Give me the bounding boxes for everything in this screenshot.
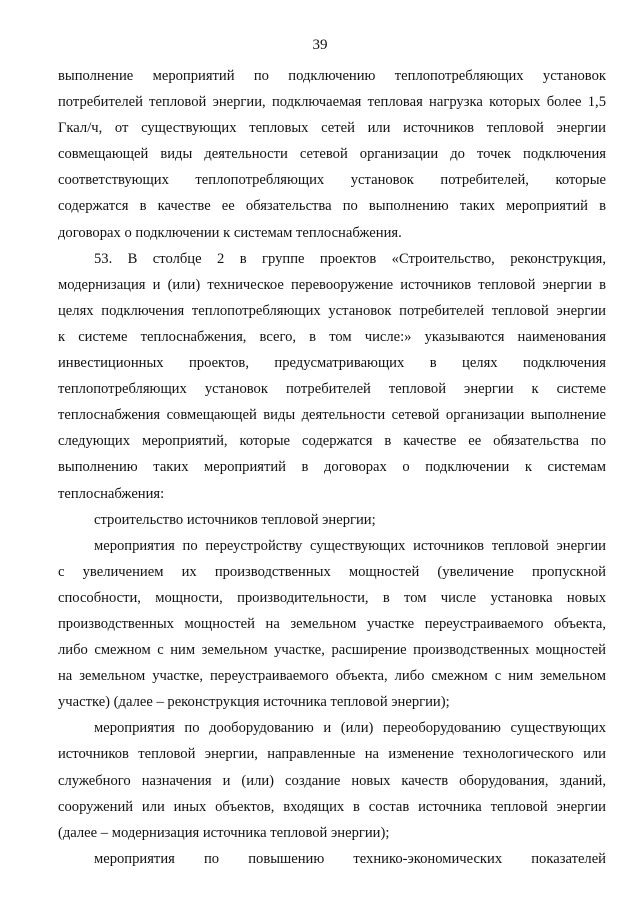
text-line: строительство источников тепловой энергии; xyxy=(94,511,376,528)
text-line: теплопотребляющих установок потребителей тепловой энергии к системе xyxy=(58,381,606,398)
text-line: следующих мероприятий, которые содержатся в качестве ее обязательства по xyxy=(58,433,606,450)
text-line: 53. В столбце 2 в группе проектов «Строительство, реконструкция, xyxy=(94,250,606,267)
text-line: соответствующих теплопотребляющих установок потребителей, которые xyxy=(58,172,606,189)
document-body xyxy=(58,63,606,872)
text-line: инвестиционных проектов, предусматривающих в целях подключения xyxy=(58,355,606,372)
text-line: способности, мощности, производительности, в том числе установка новых xyxy=(58,589,606,606)
text-line: теплоснабжения совмещающей виды деятельности сетевой организации выполнение xyxy=(58,407,606,424)
text-line: договорах о подключении к системам теплоснабжения. xyxy=(58,224,402,241)
text-line: производственных мощностей на земельном участке переустраиваемого объекта, xyxy=(58,615,606,632)
text-line: (далее – модернизация источника тепловой энергии); xyxy=(58,824,390,841)
text-line: потребителей тепловой энергии, подключаемая тепловая нагрузка которых более 1,5 xyxy=(58,94,606,111)
text-line: содержатся в качестве ее обязательства по выполнению таких мероприятий в xyxy=(58,198,606,215)
text-line: мероприятия по повышению технико-экономических показателей xyxy=(94,850,606,867)
text-line: на земельном участке, переустраиваемого объекта, либо смежном с ним земельном xyxy=(58,668,606,685)
text-line: сооружений или иных объектов, входящих в состав источника тепловой энергии xyxy=(58,798,606,815)
page-number: 39 xyxy=(312,37,328,53)
text-line: целях подключения теплопотребляющих установок потребителей тепловой энергии xyxy=(58,302,606,319)
text-line: либо смежном с ним земельном участке, расширение производственных мощностей xyxy=(58,642,606,659)
text-line: Гкал/ч, от существующих тепловых сетей или источников тепловой энергии xyxy=(58,120,606,137)
text-line: источников тепловой энергии, направленные на изменение технологического или xyxy=(58,746,606,763)
text-line: с увеличением их производственных мощностей (увеличение пропускной xyxy=(58,563,606,580)
text-line: выполнение мероприятий по подключению теплопотребляющих установок xyxy=(58,68,606,84)
text-line: модернизация и (или) техническое перевооружение источников тепловой энергии в xyxy=(58,276,606,293)
text-line: теплоснабжения: xyxy=(58,485,165,502)
text-line: служебного назначения и (или) создание новых качеств оборудования, зданий, xyxy=(58,772,606,789)
text-line: совмещающей виды деятельности сетевой организации до точек подключения xyxy=(58,146,606,163)
text-line: участке) (далее – реконструкция источника тепловой энергии); xyxy=(58,694,450,711)
text-line: выполнению таких мероприятий в договорах о подключении к системам xyxy=(58,459,606,476)
text-line: к системе теплоснабжения, всего, в том числе:» указываются наименования xyxy=(58,328,606,345)
text-line: мероприятия по дооборудованию и (или) переоборудованию существующих xyxy=(94,720,606,737)
text-line: мероприятия по переустройству существующих источников тепловой энергии xyxy=(94,537,606,554)
